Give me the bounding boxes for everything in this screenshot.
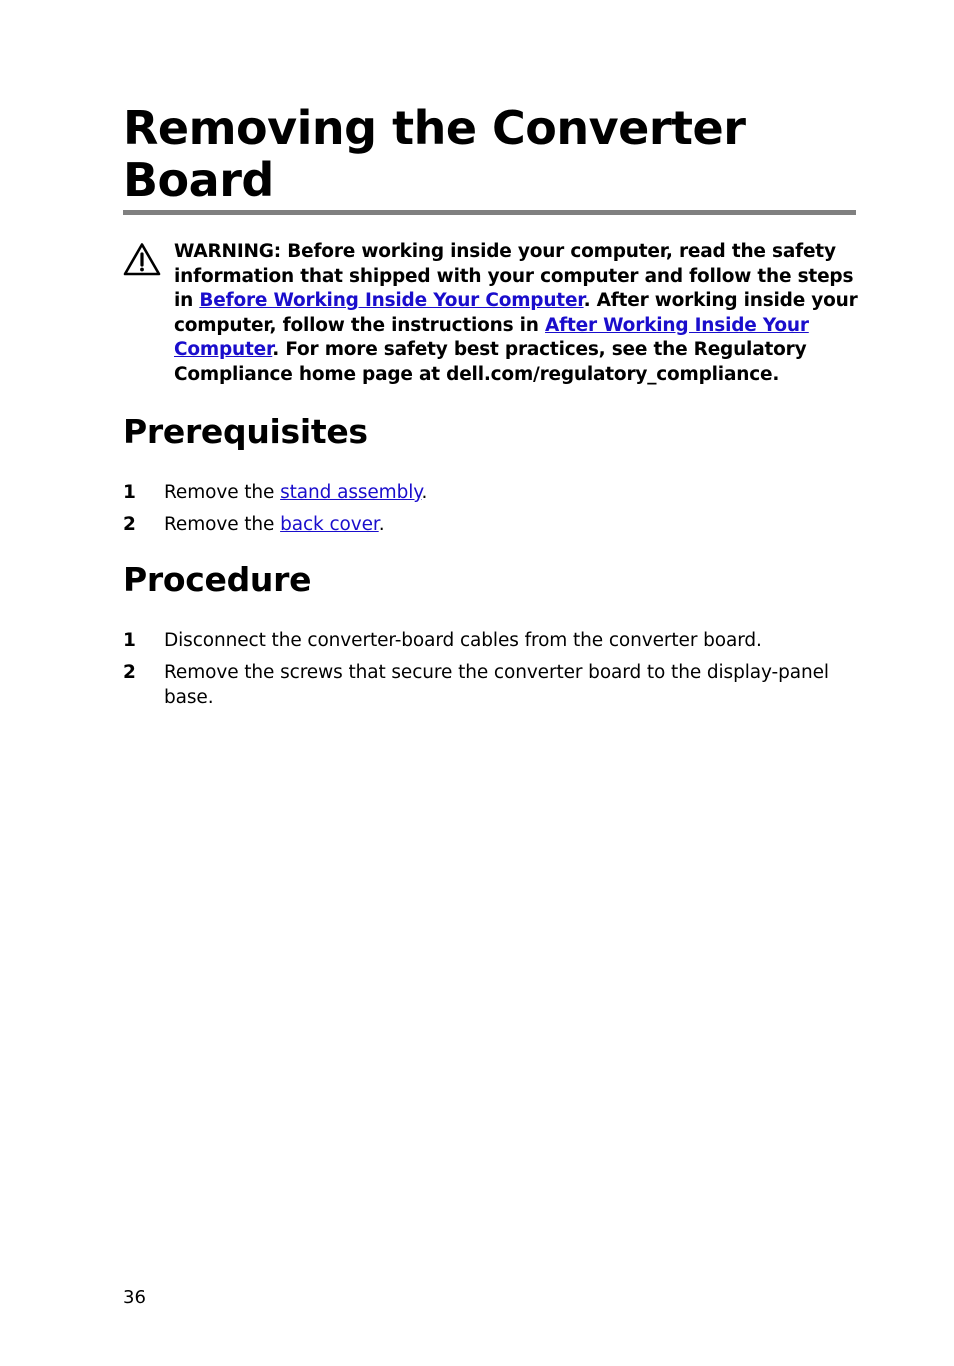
list-item [123, 628, 856, 653]
stand-assembly-link[interactable]: stand assembly [280, 482, 422, 503]
warning-text-part-3: . For more safety best practices, see the Regulatory Compliance home page at dell.com/regulatory_compliance. [174, 339, 807, 385]
before-working-inside-link[interactable]: Before Working Inside Your Computer [199, 290, 584, 312]
procedure-list [123, 628, 856, 717]
warning-text-part-2: . After working inside your computer, follow the instructions in [174, 290, 858, 336]
warning-text-part-1: WARNING: Before working inside your computer, read the safety information that shipped with your computer and follow the steps in [174, 241, 854, 312]
prerequisites-heading: Prerequisites [123, 412, 368, 451]
step-number: 1 [123, 482, 136, 503]
page-title: Removing the Converter Board [123, 101, 746, 207]
procedure-heading: Procedure [123, 560, 312, 599]
step-text: Remove the [164, 482, 281, 503]
title-rule [123, 210, 856, 215]
prerequisites-list [123, 480, 856, 544]
after-working-inside-link[interactable]: After Working Inside Your Computer [174, 314, 809, 361]
back-cover-link[interactable]: back cover [280, 514, 379, 535]
warning-triangle-icon [123, 242, 161, 276]
step-number: 2 [123, 662, 136, 683]
step-text: Disconnect the converter-board cables from the converter board. [164, 630, 762, 651]
page-number: 36 [123, 1287, 146, 1308]
step-text: Remove the screws that secure the converter board to the display-panel base. [164, 662, 829, 708]
step-number: 2 [123, 514, 136, 535]
list-item [123, 480, 856, 505]
step-number: 1 [123, 630, 136, 651]
step-text: Remove the [164, 514, 281, 535]
list-item [123, 660, 856, 710]
warning-text [174, 240, 864, 388]
list-item [123, 512, 856, 537]
step-suffix: . [378, 514, 385, 535]
step-suffix: . [421, 482, 428, 503]
